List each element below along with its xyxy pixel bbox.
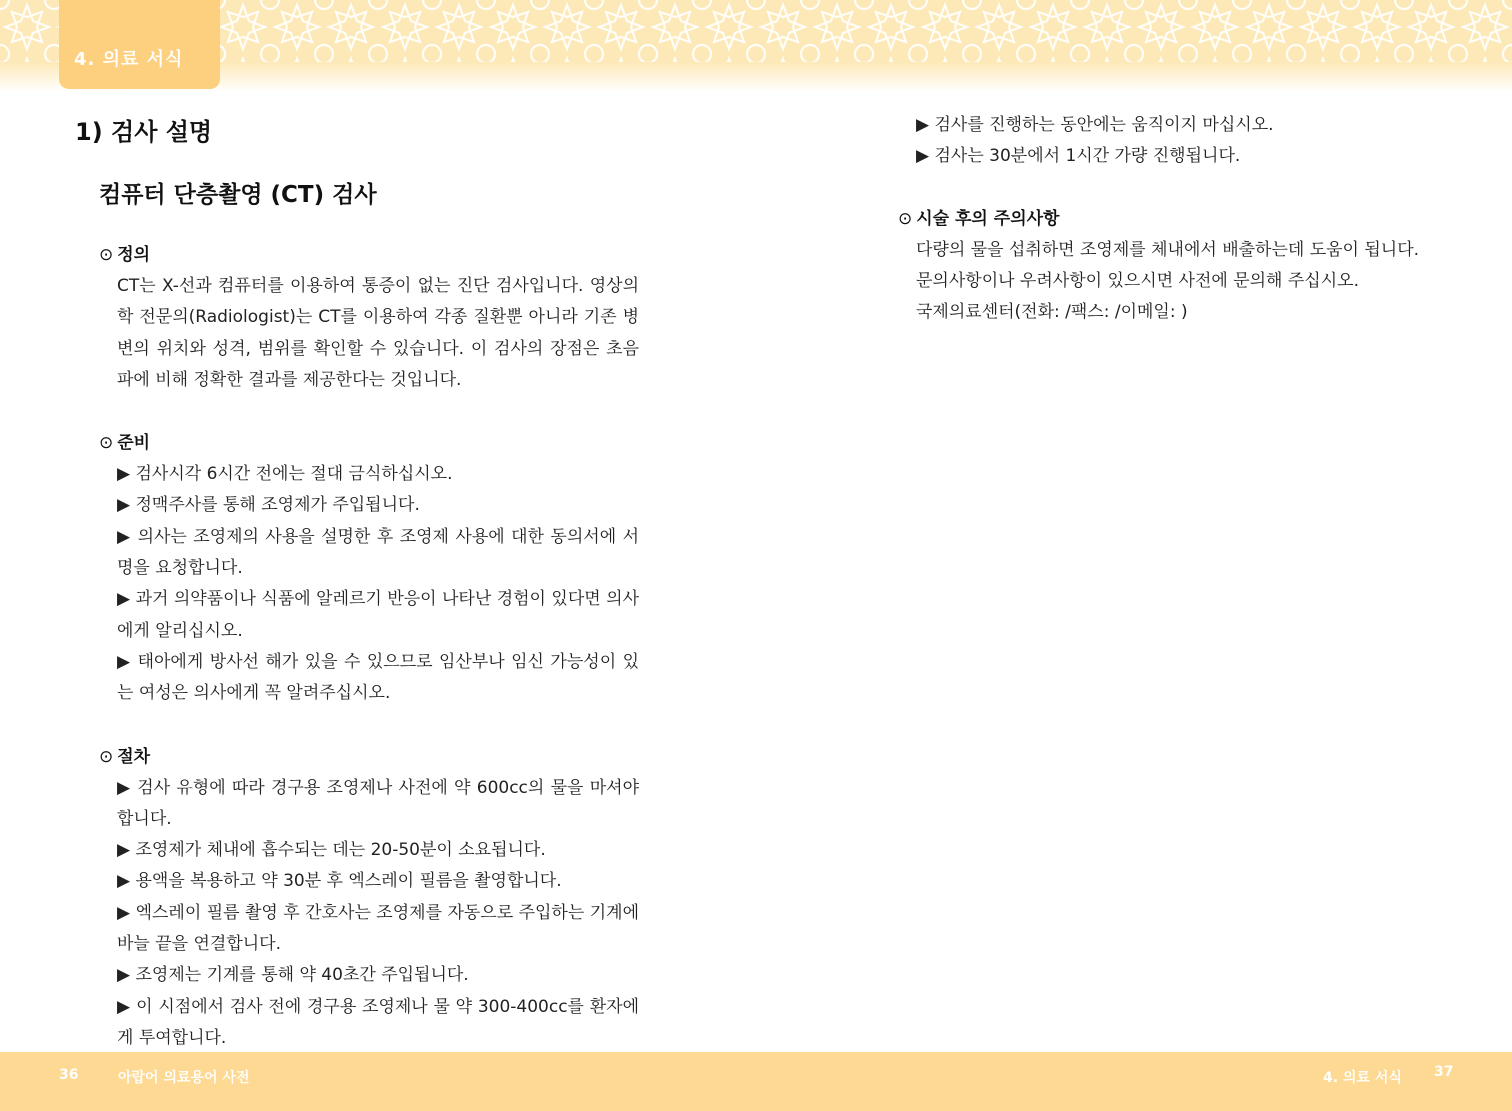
aftercare-heading — [898, 204, 1458, 235]
definition-text: CT는 X-선과 컴퓨터를 이용하여 통증이 없는 진단 검사입니다. 영상의학 전문의(Radiologist)는 CT를 이용하여 각종 질환뿐 아니라 기존 병변의 위치와 성격, 범위를 확인할 수 있습니다. 이 검사의 장점은 초음파에 비해 정확한 결과를 제공한다는 것입니다. — [117, 276, 639, 390]
book-title: 아랍어 의료용어 사전 — [118, 1070, 250, 1086]
header-fade — [0, 62, 1512, 92]
section-title: 1) 검사 설명 — [75, 118, 213, 146]
procedure-heading-label: 절차 — [117, 746, 151, 767]
list-item: ▶ 검사를 진행하는 동안에는 움직이지 마십시오. — [916, 115, 1274, 135]
circle-dot-icon: ⊙ — [99, 433, 114, 454]
right-page-number: 37 — [1434, 1064, 1454, 1080]
preparation-heading — [99, 428, 639, 459]
list-item: ▶ 정맥주사를 통해 조영제가 주입됩니다. — [117, 495, 420, 516]
left-page-number: 36 — [59, 1067, 79, 1083]
list-item: ▶ 조영제는 기계를 통해 약 40초간 주입됩니다. — [117, 965, 469, 986]
list-item: ▶ 엑스레이 필름 촬영 후 간호사는 조영제를 자동으로 주입하는 기계에 바늘 끝을 연결합니다. — [117, 902, 639, 955]
aftercare-line: 다량의 물을 섭취하면 조영제를 체내에서 배출하는데 도움이 됩니다. — [916, 239, 1420, 260]
list-item: ▶ 태아에게 방사선 해가 있을 수 있으므로 임산부나 임신 가능성이 있는 여성은 의사에게 꼭 알려주십시오. — [117, 651, 639, 704]
circle-dot-icon: ⊙ — [99, 746, 114, 767]
list-item: ▶ 조영제가 체내에 흡수되는 데는 20-50분이 소요됩니다. — [117, 840, 546, 861]
chapter-title-footer: 4. 의료 서식 — [1323, 1070, 1402, 1086]
list-item: ▶ 의사는 조영제의 사용을 설명한 후 조영제 사용에 대한 동의서에 서명을 요청합니다. — [117, 526, 639, 579]
list-item: ▶ 검사 유형에 따라 경구용 조영제나 사전에 약 600cc의 물을 마셔야 합니다. — [117, 777, 639, 829]
aftercare-heading-label: 시술 후의 주의사항 — [916, 208, 1060, 229]
contact-line: 국제의료센터(전화: /팩스: /이메일: ) — [916, 302, 1188, 323]
definition-heading — [99, 240, 639, 271]
left-column — [99, 240, 639, 1054]
preparation-heading-label: 준비 — [117, 433, 151, 454]
right-column — [898, 110, 1458, 328]
exam-title: 컴퓨터 단층촬영 (CT) 검사 — [99, 182, 377, 208]
chapter-tab — [59, 0, 220, 89]
circle-dot-icon: ⊙ — [898, 208, 913, 229]
chapter-tab-label: 4. 의료 서식 — [74, 49, 184, 70]
list-item: ▶ 검사시각 6시간 전에는 절대 금식하십시오. — [117, 464, 453, 485]
definition-heading-label: 정의 — [117, 245, 151, 265]
circle-dot-icon: ⊙ — [99, 245, 114, 265]
list-item: ▶ 과거 의약품이나 식품에 알레르기 반응이 나타난 경험이 있다면 의사에게 알리십시오. — [117, 589, 639, 641]
list-item: ▶ 검사는 30분에서 1시간 가량 진행됩니다. — [916, 146, 1241, 167]
list-item: ▶ 용액을 복용하고 약 30분 후 엑스레이 필름을 촬영합니다. — [117, 871, 562, 892]
procedure-heading — [99, 742, 639, 773]
aftercare-line: 문의사항이나 우려사항이 있으시면 사전에 문의해 주십시오. — [916, 270, 1359, 291]
list-item: ▶ 이 시점에서 검사 전에 경구용 조영제나 물 약 300-400cc를 환자에게 투여합니다. — [117, 996, 639, 1048]
